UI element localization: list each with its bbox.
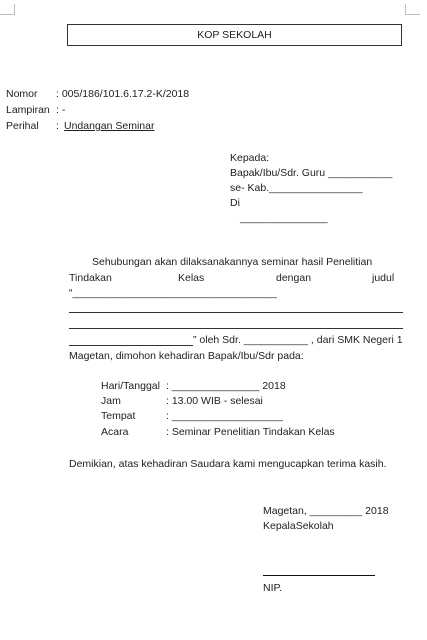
body-line-1: Sehubungan akan dilaksanakannya seminar hasil Penelitian bbox=[92, 256, 373, 268]
body-line-magetan: Magetan, dimohon kehadiran Bapak/Ibu/Sdr pada: bbox=[69, 350, 304, 362]
body-word-tindakan: Tindakan bbox=[69, 272, 112, 284]
body-title-blank-line bbox=[69, 328, 403, 329]
signature-place-date: Magetan, _________ 2018 bbox=[263, 505, 389, 517]
hari-label: Hari/Tanggal bbox=[101, 380, 160, 392]
recipient-di: Di bbox=[230, 197, 240, 209]
signature-title: KepalaSekolah bbox=[263, 520, 334, 532]
page-corner-mark-left bbox=[0, 4, 15, 15]
tempat-value: : ___________________ bbox=[166, 410, 283, 422]
nomor-label: Nomor bbox=[6, 88, 38, 100]
jam-value: : 13.00 WIB - selesai bbox=[166, 395, 263, 407]
lampiran-label: Lampiran bbox=[6, 104, 50, 116]
body-word-dengan: dengan bbox=[276, 272, 312, 284]
tempat-label: Tempat bbox=[101, 410, 136, 422]
recipient-line-kab: se- Kab.________________ bbox=[230, 182, 363, 194]
closing-sentence: Demikian, atas kehadiran Saudara kami mengucapkan terima kasih. bbox=[69, 458, 387, 470]
jam-label: Jam bbox=[101, 395, 121, 407]
kop-sekolah-box: KOP SEKOLAH bbox=[67, 24, 402, 46]
perihal-value: Undangan Seminar bbox=[64, 120, 155, 132]
body-line-oleh: ” oleh Sdr. ___________ , dari SMK Negeri 1 bbox=[193, 334, 403, 346]
lampiran-value: : - bbox=[56, 104, 66, 116]
recipient-line-guru: Bapak/Ibu/Sdr. Guru ___________ bbox=[230, 167, 393, 179]
page-corner-mark-right bbox=[405, 4, 420, 15]
body-word-kelas: Kelas bbox=[178, 272, 205, 284]
body-title-blank-line bbox=[69, 345, 193, 346]
recipient-kepada: Kepada: bbox=[230, 152, 270, 164]
acara-label: Acara bbox=[101, 426, 129, 438]
recipient-line-blank: _______________ bbox=[240, 212, 328, 224]
body-word-judul: judul bbox=[372, 272, 395, 284]
body-title-blank-line bbox=[69, 312, 403, 313]
perihal-label: Perihal bbox=[6, 120, 39, 132]
perihal-colon: : bbox=[56, 120, 59, 132]
body-title-blank-start: “___________________________________ bbox=[69, 287, 277, 299]
hari-value: : _______________ 2018 bbox=[166, 380, 286, 392]
signature-line bbox=[263, 575, 375, 576]
nomor-value: : 005/186/101.6.17.2-K/2018 bbox=[56, 88, 190, 100]
signature-nip: NIP. bbox=[263, 582, 283, 594]
acara-value: : Seminar Penelitian Tindakan Kelas bbox=[166, 426, 335, 438]
